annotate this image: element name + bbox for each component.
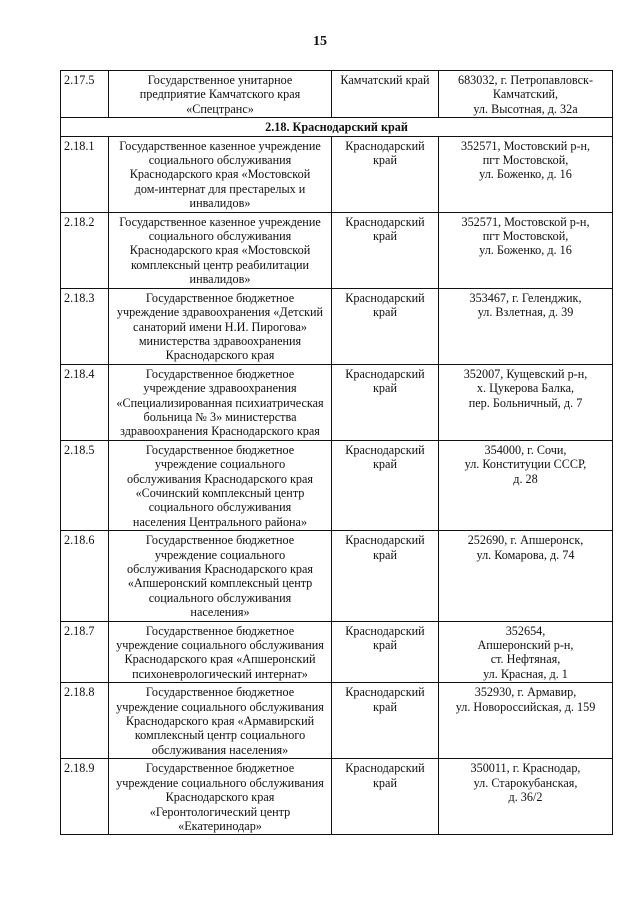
row-number: 2.18.3	[61, 288, 109, 364]
organization-name-line: населения Центрального района»	[132, 514, 308, 529]
organization-name	[109, 71, 332, 118]
organization-name-line: «Екатеринодар»	[178, 818, 262, 833]
region-line: Краснодарский	[345, 623, 425, 638]
region	[332, 71, 439, 118]
address-line: 354000, г. Сочи,	[484, 442, 567, 457]
section-row	[61, 118, 613, 136]
region-line: Краснодарский	[345, 214, 425, 229]
organization-name-line: Краснодарского края «Мостовской	[129, 243, 311, 258]
region-line: Краснодарский	[345, 685, 425, 700]
address	[439, 759, 613, 835]
address-line: 350011, г. Краснодар,	[470, 761, 581, 776]
organization-name-line: социального обслуживания	[148, 500, 292, 515]
registry-table-body	[61, 71, 613, 835]
table-row	[61, 440, 613, 530]
region-line: край	[373, 699, 397, 714]
organization-name-line: Государственное бюджетное	[145, 623, 295, 638]
organization-name-line: Государственное унитарное	[147, 73, 293, 87]
organization-name-line: Государственное бюджетное	[145, 366, 295, 381]
region-line: Краснодарский	[345, 138, 425, 153]
address-line: 352930, г. Армавир,	[474, 685, 577, 700]
address	[439, 212, 613, 288]
region	[332, 759, 439, 835]
table-row	[61, 288, 613, 364]
region	[332, 364, 439, 440]
organization-name	[109, 683, 332, 759]
address-line: 683032, г. Петропавловск-	[457, 73, 594, 87]
table-row	[61, 621, 613, 683]
address-line: Апшеронский р-н,	[477, 638, 574, 653]
row-number: 2.18.5	[61, 440, 109, 530]
address-line: пер. Больничный, д. 7	[468, 395, 583, 410]
address	[439, 288, 613, 364]
address	[439, 531, 613, 621]
row-number: 2.18.6	[61, 531, 109, 621]
organization-name-line: «Спецтранс»	[186, 101, 254, 116]
organization-name	[109, 759, 332, 835]
organization-name	[109, 288, 332, 364]
organization-name-line: «Геронтологический центр	[149, 804, 291, 819]
organization-name-line: психоневрологический интернат»	[132, 666, 308, 681]
address-line: ул. Высотная, д. 32а	[473, 101, 578, 116]
region-line: край	[373, 305, 397, 320]
region-line: Краснодарский	[345, 442, 425, 457]
row-number: 2.18.2	[61, 212, 109, 288]
region-line: край	[373, 638, 397, 653]
section-heading: 2.18. Краснодарский край	[61, 118, 613, 136]
region	[332, 531, 439, 621]
region	[332, 621, 439, 683]
address-line: ул. Новороссийская, д. 159	[455, 699, 596, 714]
region	[332, 136, 439, 212]
region-line: край	[373, 457, 397, 472]
address-line: 352654,	[505, 623, 546, 638]
table-row	[61, 364, 613, 440]
address-line: д. 28	[513, 471, 538, 486]
organization-name-line: инвалидов»	[189, 196, 251, 211]
organization-name-line: Государственное бюджетное	[145, 761, 295, 776]
address-line: ул. Боженко, д. 16	[479, 243, 572, 258]
page-number: 15	[313, 34, 327, 49]
organization-name-line: Государственное казенное учреждение	[119, 214, 321, 229]
organization-name-line: учреждение социального обслуживания	[116, 775, 324, 790]
organization-name-line: социального обслуживания	[148, 229, 292, 244]
region-line: край	[373, 381, 397, 396]
address-line: пгт Мостовской,	[482, 153, 569, 168]
organization-name-line: учреждение социального	[154, 457, 286, 472]
organization-name-line: Краснодарского края	[165, 790, 275, 805]
organization-name	[109, 531, 332, 621]
region-line: край	[373, 775, 397, 790]
address	[439, 440, 613, 530]
table-row	[61, 683, 613, 759]
address	[439, 621, 613, 683]
region	[332, 683, 439, 759]
row-number: 2.18.8	[61, 683, 109, 759]
row-number: 2.18.9	[61, 759, 109, 835]
organization-name	[109, 212, 332, 288]
organization-name-line: санаторий имени Н.И. Пирогова»	[133, 319, 307, 334]
address-line: пгт Мостовской,	[482, 229, 569, 244]
organization-name-line: комплексный центр социального	[134, 728, 306, 743]
organization-name-line: Государственное казенное учреждение	[119, 138, 321, 153]
organization-name	[109, 440, 332, 530]
region-line: Краснодарский	[345, 290, 425, 305]
address-line: 353467, г. Геленджик,	[469, 290, 582, 305]
organization-name-line: населения»	[190, 605, 250, 620]
organization-name-line: учреждение социального обслуживания	[116, 638, 324, 653]
organization-name-line: здравоохранения Краснодарского края	[120, 424, 320, 439]
region-line: край	[373, 547, 397, 562]
address-line: ул. Красная, д. 1	[483, 666, 568, 681]
table-row	[61, 71, 613, 118]
organization-name	[109, 364, 332, 440]
table-row	[61, 759, 613, 835]
row-number: 2.18.7	[61, 621, 109, 683]
address-line: д. 36/2	[508, 790, 543, 805]
organization-name-line: учреждение социального	[154, 547, 286, 562]
organization-name-line: «Апшеронский комплексный центр	[127, 576, 313, 591]
organization-name-line: учреждение социального обслуживания	[116, 699, 324, 714]
organization-name-line: «Специализированная психиатрическая	[116, 395, 324, 410]
address-line: ул. Старокубанская,	[473, 775, 578, 790]
organization-name-line: больница № 3» министерства	[143, 409, 297, 424]
organization-name-line: Краснодарского края «Апшеронский	[124, 652, 316, 667]
address-line: Камчатский,	[492, 87, 559, 102]
table-row	[61, 531, 613, 621]
organization-name-line: Государственное бюджетное	[145, 290, 295, 305]
region-line: край	[373, 229, 397, 244]
region	[332, 212, 439, 288]
organization-name-line: министерства здравоохранения	[138, 333, 302, 348]
row-number: 2.18.1	[61, 136, 109, 212]
address	[439, 364, 613, 440]
table-row	[61, 212, 613, 288]
organization-name-line: Государственное бюджетное	[145, 533, 295, 548]
table-row	[61, 136, 613, 212]
organization-name-line: комплексный центр реабилитации	[130, 257, 310, 272]
organization-name-line: предприятие Камчатского края	[139, 87, 301, 102]
address	[439, 136, 613, 212]
organization-name-line: социального обслуживания	[148, 590, 292, 605]
region-line: Камчатский край	[340, 73, 430, 87]
region-line: Краснодарский	[345, 761, 425, 776]
row-number: 2.18.4	[61, 364, 109, 440]
organization-name-line: социального обслуживания	[148, 153, 292, 168]
address-line: 252690, г. Апшеронск,	[467, 533, 584, 548]
region-line: Краснодарский	[345, 366, 425, 381]
address	[439, 71, 613, 118]
address-line: ул. Комарова, д. 74	[476, 547, 575, 562]
address-line: ул. Конституции СССР,	[464, 457, 587, 472]
organization-name-line: Краснодарского края	[165, 348, 275, 363]
organization-name-line: Государственное бюджетное	[145, 685, 295, 700]
address-line: ст. Нефтяная,	[490, 652, 561, 667]
organization-name-line: Краснодарского края «Мостовской	[129, 167, 311, 182]
address-line: ул. Взлетная, д. 39	[477, 305, 574, 320]
region	[332, 288, 439, 364]
organization-name-line: Государственное бюджетное	[145, 442, 295, 457]
organization-name-line: инвалидов»	[189, 272, 251, 287]
organization-name-line: Краснодарского края «Армавирский	[125, 714, 315, 729]
address-line: 352571, Мостовской р-н,	[461, 214, 590, 229]
address	[439, 683, 613, 759]
region-line: край	[373, 153, 397, 168]
address-line: 352007, Кущевский р-н,	[463, 366, 588, 381]
region-line: Краснодарский	[345, 533, 425, 548]
organization-name-line: дом-интернат для престарелых и	[134, 181, 306, 196]
address-line: 352571, Мостовский р-н,	[460, 138, 591, 153]
address-line: ул. Боженко, д. 16	[479, 167, 572, 182]
organization-name	[109, 136, 332, 212]
organization-name-line: «Сочинский комплексный центр	[135, 485, 305, 500]
organization-name-line: обслуживания населения»	[151, 742, 289, 757]
organization-name-line: обслуживания Краснодарского края	[126, 471, 314, 486]
organization-name-line: учреждение здравоохранения «Детский	[116, 305, 324, 320]
organization-name	[109, 621, 332, 683]
row-number: 2.17.5	[61, 71, 109, 118]
region	[332, 440, 439, 530]
organization-name-line: обслуживания Краснодарского края	[126, 562, 314, 576]
address-line: х. Цукерова Балка,	[476, 381, 575, 396]
registry-table	[60, 70, 613, 835]
organization-name-line: учреждение здравоохранения	[143, 381, 297, 396]
